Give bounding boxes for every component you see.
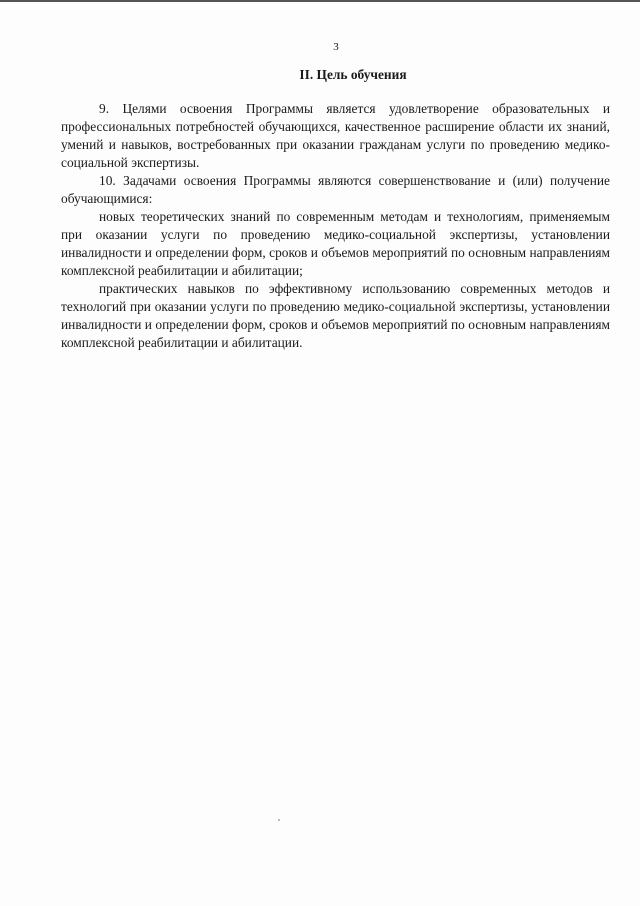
paragraph-theoretical-knowledge: новых теоретических знаний по современным методам и технологиям, применяемым при оказании услуги по проведению медико-социальной экспертизы, установлении инвалидности и определении форм, сроков и объемов мероприятий по основным направлениям комплексной реабилитации и абилитации;	[61, 209, 610, 278]
paragraph-practical-skills: практических навыков по эффективному использованию современных методов и технологий при оказании услуги по проведению медико-социальной экспертизы, установлении инвалидности и определении форм, сроков и объемов мероприятий по основным направлениям комплексной реабилитации и абилитации.	[61, 281, 610, 350]
page-number: 3	[333, 41, 339, 53]
scan-speck	[278, 819, 280, 821]
paragraph-10-tasks: 10. Задачами освоения Программы являются совершенствование и (или) получение обучающимися:	[61, 173, 610, 206]
paragraph-9-goals: 9. Целями освоения Программы является удовлетворение образовательных и профессиональных потребностей обучающихся, качественное расширение области их знаний, умений и навыков, востребованных при оказании гражданам услуги по проведению медико-социальной экспертизы.	[61, 101, 610, 170]
body-text	[61, 100, 610, 352]
section-title: II. Цель обучения	[299, 67, 407, 82]
scan-edge-line	[0, 0, 640, 2]
